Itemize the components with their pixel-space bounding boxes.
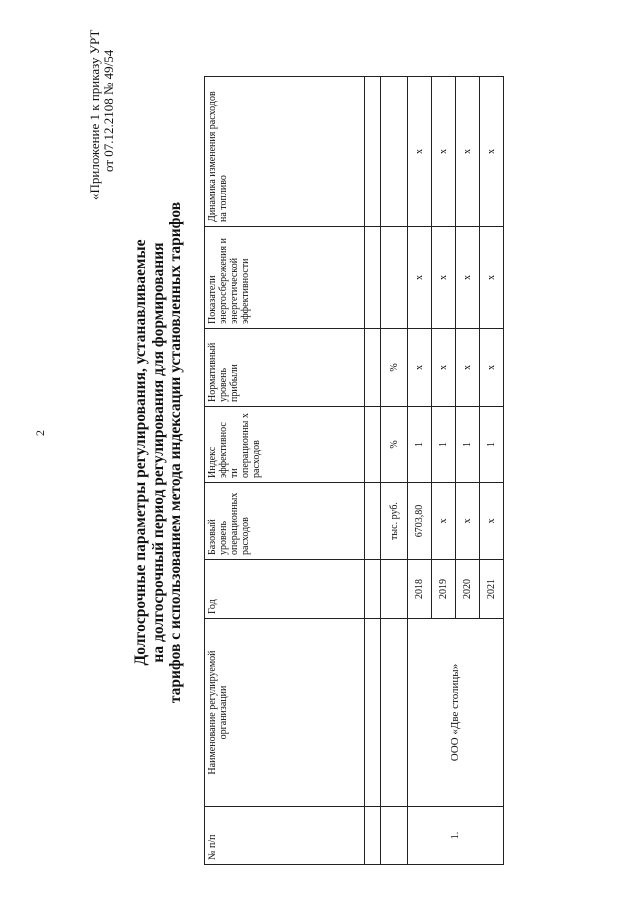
spacer-cell	[365, 619, 381, 807]
page-number: 2	[33, 430, 47, 436]
spacer-cell	[365, 807, 381, 865]
cell-index: 1	[456, 407, 480, 483]
unit-index: %	[381, 407, 408, 483]
cell-fuel: х	[456, 77, 480, 227]
header-fuel-dynamics: Динамика изменения расходов на топливо	[205, 77, 365, 227]
table-spacer-row	[365, 77, 381, 865]
row-number: 1.	[408, 807, 504, 865]
units-cell	[381, 807, 408, 865]
cell-year: 2020	[456, 560, 480, 619]
cell-base: 6703,80	[408, 483, 432, 560]
cell-energy: х	[480, 227, 504, 329]
cell-base: х	[456, 483, 480, 560]
appendix-line-1: «Приложение 1 к приказу УРТ	[87, 29, 102, 200]
cell-profit: х	[480, 329, 504, 407]
cell-base: х	[480, 483, 504, 560]
header-energy-efficiency: Показатели энергосбережения и энергетической эффективности	[205, 227, 365, 329]
spacer-cell	[365, 560, 381, 619]
appendix-line-2: от 07.12.2108 № 49/54	[101, 49, 116, 172]
units-cell	[381, 560, 408, 619]
spacer-cell	[365, 227, 381, 329]
organization-name: ООО «Две столицы»	[408, 619, 504, 807]
cell-profit: х	[432, 329, 456, 407]
cell-fuel: х	[432, 77, 456, 227]
cell-energy: х	[432, 227, 456, 329]
unit-base: тыс. руб.	[381, 483, 408, 560]
spacer-cell	[365, 77, 381, 227]
header-profit: Нормативный уровень прибыли	[205, 329, 365, 407]
appendix-note	[88, 0, 116, 200]
cell-year: 2018	[408, 560, 432, 619]
cell-year: 2021	[480, 560, 504, 619]
spacer-cell	[365, 483, 381, 560]
header-base-opex: Базовый уровень операционных расходов	[205, 483, 365, 560]
unit-profit: %	[381, 329, 408, 407]
header-efficiency-index: Индекс эффективнос ти операционны х расходов	[205, 407, 365, 483]
cell-energy: х	[408, 227, 432, 329]
units-cell	[381, 227, 408, 329]
title-line-2: на долгосрочный период регулирования для формирования	[149, 242, 167, 663]
cell-profit: х	[456, 329, 480, 407]
document-title	[132, 0, 185, 905]
header-organization: Наименование регулируемой организации	[205, 619, 365, 807]
header-number: № п/п	[205, 807, 365, 865]
cell-fuel: х	[408, 77, 432, 227]
cell-index: 1	[480, 407, 504, 483]
cell-fuel: х	[480, 77, 504, 227]
table-row	[408, 77, 432, 865]
table-units-row	[381, 77, 408, 865]
cell-profit: х	[408, 329, 432, 407]
cell-energy: х	[456, 227, 480, 329]
table-header-row	[205, 77, 365, 865]
cell-base: х	[432, 483, 456, 560]
spacer-cell	[365, 329, 381, 407]
units-cell	[381, 77, 408, 227]
parameters-table	[204, 76, 504, 865]
cell-year: 2019	[432, 560, 456, 619]
title-line-1: Долгосрочные параметры регулирования, устанавливаемые	[132, 239, 149, 666]
header-year: Год	[205, 560, 365, 619]
title-line-3: тарифов с использованием метода индексации установленных тарифов	[167, 201, 184, 704]
spacer-cell	[365, 407, 381, 483]
cell-index: 1	[432, 407, 456, 483]
units-cell	[381, 619, 408, 807]
cell-index: 1	[408, 407, 432, 483]
